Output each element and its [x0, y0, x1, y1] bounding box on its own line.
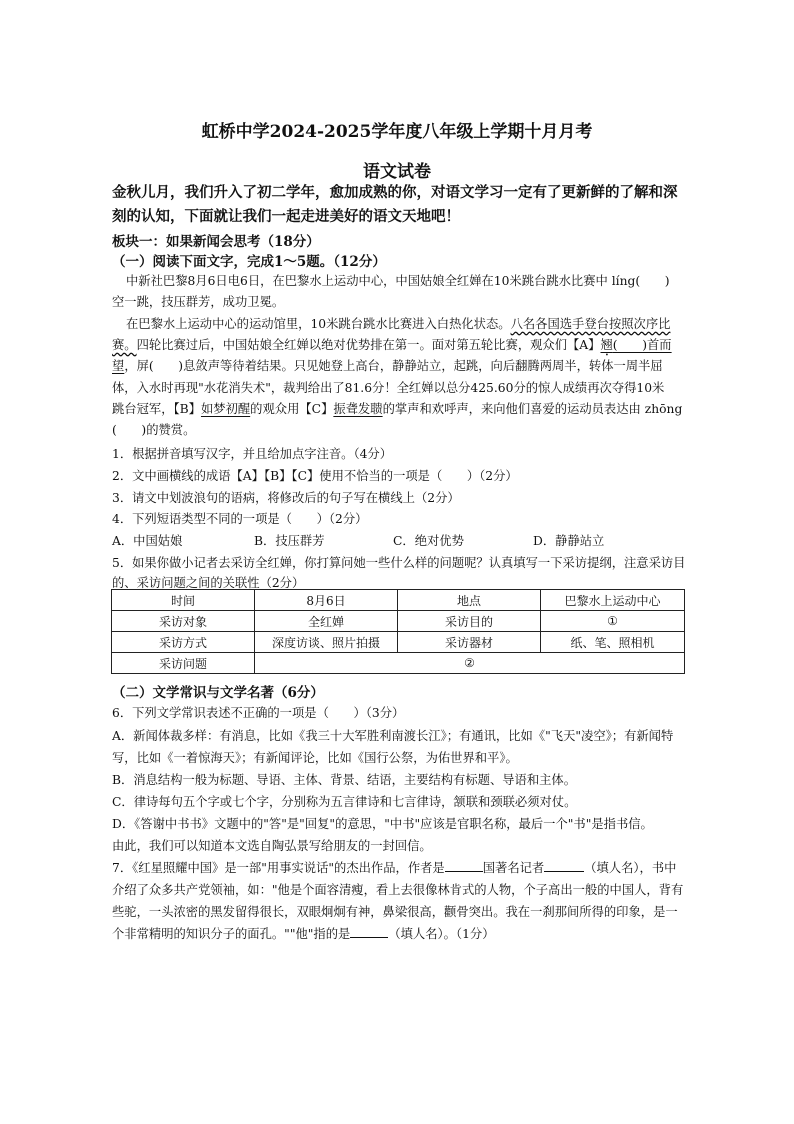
q7-text: （填人名），书中	[584, 861, 677, 875]
table-cell: ①	[541, 611, 685, 632]
exam-subtitle: 语文试卷	[363, 162, 431, 182]
table-cell: 采访问题	[112, 653, 255, 674]
passage-text: 的掌声和欢呼声，来向他们喜爱的运动员表达由 zhōng	[382, 402, 683, 416]
passage-line-3	[126, 314, 670, 332]
question-7-line-1	[112, 858, 676, 876]
table-row	[112, 632, 685, 653]
idiom-a-part: 首而	[647, 338, 672, 352]
question-7-line-3: 些驼，一头浓密的黑发留得很长，双眼炯炯有神，鼻梁很高，颧骨突出。我在一刹那间所得的印象，是一	[112, 905, 678, 919]
option-a: A．中国姑娘	[112, 534, 183, 548]
question-3: 3．请文中划波浪句的语病，将修改后的句子写在横线上（2分）	[112, 491, 460, 505]
passage-line-6: 体，入水时再现"水花消失术"，裁判给出了81.6分！全红婵以总分425.60分的惊人成绩再次夺得10米	[112, 381, 665, 395]
interview-table	[111, 589, 685, 674]
question-1: 1．根据拼音填写汉字，并且给加点字注音。（4分）	[112, 447, 393, 461]
table-row	[112, 590, 685, 611]
passage-line-7	[112, 399, 682, 417]
table-row	[112, 653, 685, 674]
passage-text: ，屏( )息敛声等待着结果。只见她登上高台，静静站立，起跳，向后翻腾两周半，转体一周半屈	[124, 359, 663, 373]
table-cell: 采访对象	[112, 611, 255, 632]
question-6: 6．下列文学常识表述不正确的一项是（ ）（3分）	[112, 706, 405, 720]
pinyin-blank: ( )	[612, 338, 647, 352]
passage-text: 的观众用【C】	[250, 402, 334, 416]
idiom-b: 如梦初醒	[200, 402, 251, 416]
q7-text: 个非常精明的知识分子的面孔。""他"指的是	[112, 927, 351, 941]
option-d: D．静静站立	[533, 534, 605, 548]
q7-text: （填人名）。（1分）	[388, 927, 495, 941]
answer-blank[interactable]	[350, 926, 388, 938]
answer-blank[interactable]	[544, 860, 584, 872]
table-row	[112, 611, 685, 632]
exam-title: 虹桥中学2024-2025学年度八年级上学期十月月考	[201, 122, 593, 142]
table-cell: 采访器材	[398, 632, 541, 653]
passage-line-5	[112, 356, 663, 374]
passage-line-8: ( )的赞赏。	[112, 423, 196, 437]
q7-text: 7．《红星照耀中国》是一部"用事实说话"的杰出作品，作者是	[112, 861, 445, 875]
q6-option-d-line-2: 由此，我们可以知道本文选自陶弘景写给朋友的一封回信。	[112, 839, 432, 853]
option-b: B．技压群芳	[254, 534, 325, 548]
passage-text: 跳台冠军，【B】	[112, 402, 201, 416]
question-7-line-2: 介绍了众多共产党领袖，如："他是个面容清瘦，看上去很像林肯式的人物，个子高出一般的中国人，背有	[112, 883, 684, 897]
module1-heading: 板块一：如果新闻会思考（18分）	[112, 234, 320, 250]
part1-heading: （一）阅读下面文字，完成1～5题。（12分）	[112, 254, 386, 270]
idiom-c: 振聋发聩	[333, 402, 383, 416]
q6-option-d-line-1: D．《答谢中书书》文题中的"答"是"回复"的意思，"中书"应该是官职名称，最后一个"书"是指书信。	[112, 817, 653, 831]
question-2: 2．文中画横线的成语【A】【B】【C】使用不恰当的一项是（ ）（2分）	[112, 469, 518, 483]
part2-heading: （二）文学常识与文学名著（6分）	[112, 685, 324, 701]
passage-line-2: 空一跳，技压群芳，成功卫冕。	[112, 295, 285, 309]
table-cell: 巴黎水上运动中心	[541, 590, 685, 611]
dotted-char: 翘	[600, 338, 613, 352]
q6-option-c: C．律诗每句五个字或七个字，分别称为五言律诗和七言律诗，颔联和颈联必须对仗。	[112, 795, 577, 809]
question-4: 4．下列短语类型不同的一项是（ ）（2分）	[112, 512, 368, 526]
table-cell: 深度访谈、照片拍摄	[255, 632, 398, 653]
table-cell: 时间	[112, 590, 255, 611]
question-5-line-2: 的、采访问题之间的关联性（2分）	[112, 576, 305, 590]
wavy-sentence: 八名各国选手登台按照次序比	[510, 317, 671, 331]
question-5-line-1: 5．如果你做小记者去采访全红婵，你打算问她一些什么样的问题呢？认真填写一下采访提纲，注意采访目	[112, 556, 686, 570]
idiom-a-end: 望	[112, 359, 125, 373]
passage-line-1: 中新社巴黎8月6日电6日，在巴黎水上运动中心，中国姑娘全红婵在10米跳台跳水比赛中 líng( )	[126, 274, 670, 288]
option-c: C．绝对优势	[393, 534, 464, 548]
q6-option-b: B．消息结构一般为标题、导语、主体、背景、结语，主要结构有标题、导语和主体。	[112, 773, 577, 787]
q6-option-a-line-1: A．新闻体裁多样：有消息，比如《我三十大军胜利南渡长江》；有通讯，比如《"飞天"凌空》；有新闻特	[112, 729, 674, 743]
passage-text: 在巴黎水上运动中心的运动馆里，10米跳台跳水比赛进入白热化状态。	[126, 317, 511, 331]
intro-paragraph: 金秋儿月，我们升入了初二学年，愈加成熟的你，对语文学习一定有了更新鲜的了解和深刻的认知，下面就让我们一起走进美好的语文天地吧！	[112, 184, 678, 225]
q6-option-a-line-2: 写，比如《一着惊海天》；有新闻评论，比如《国行公祭，为佑世界和平》。	[112, 751, 518, 765]
table-cell: ②	[255, 653, 685, 674]
table-cell: 采访目的	[398, 611, 541, 632]
wavy-sentence-end: 赛。	[112, 338, 137, 352]
table-cell: 纸、笔、照相机	[541, 632, 685, 653]
table-cell: 地点	[398, 590, 541, 611]
q7-text: 国著名记者	[482, 861, 545, 875]
answer-blank[interactable]	[445, 860, 483, 872]
table-cell: 全红婵	[255, 611, 398, 632]
passage-text: 四轮比赛过后，中国姑娘全红婵以绝对优势排在第一。面对第五轮比赛，观众们【A】	[136, 338, 601, 352]
question-7-line-4	[112, 924, 495, 942]
table-cell: 8月6日	[255, 590, 398, 611]
table-cell: 采访方式	[112, 632, 255, 653]
